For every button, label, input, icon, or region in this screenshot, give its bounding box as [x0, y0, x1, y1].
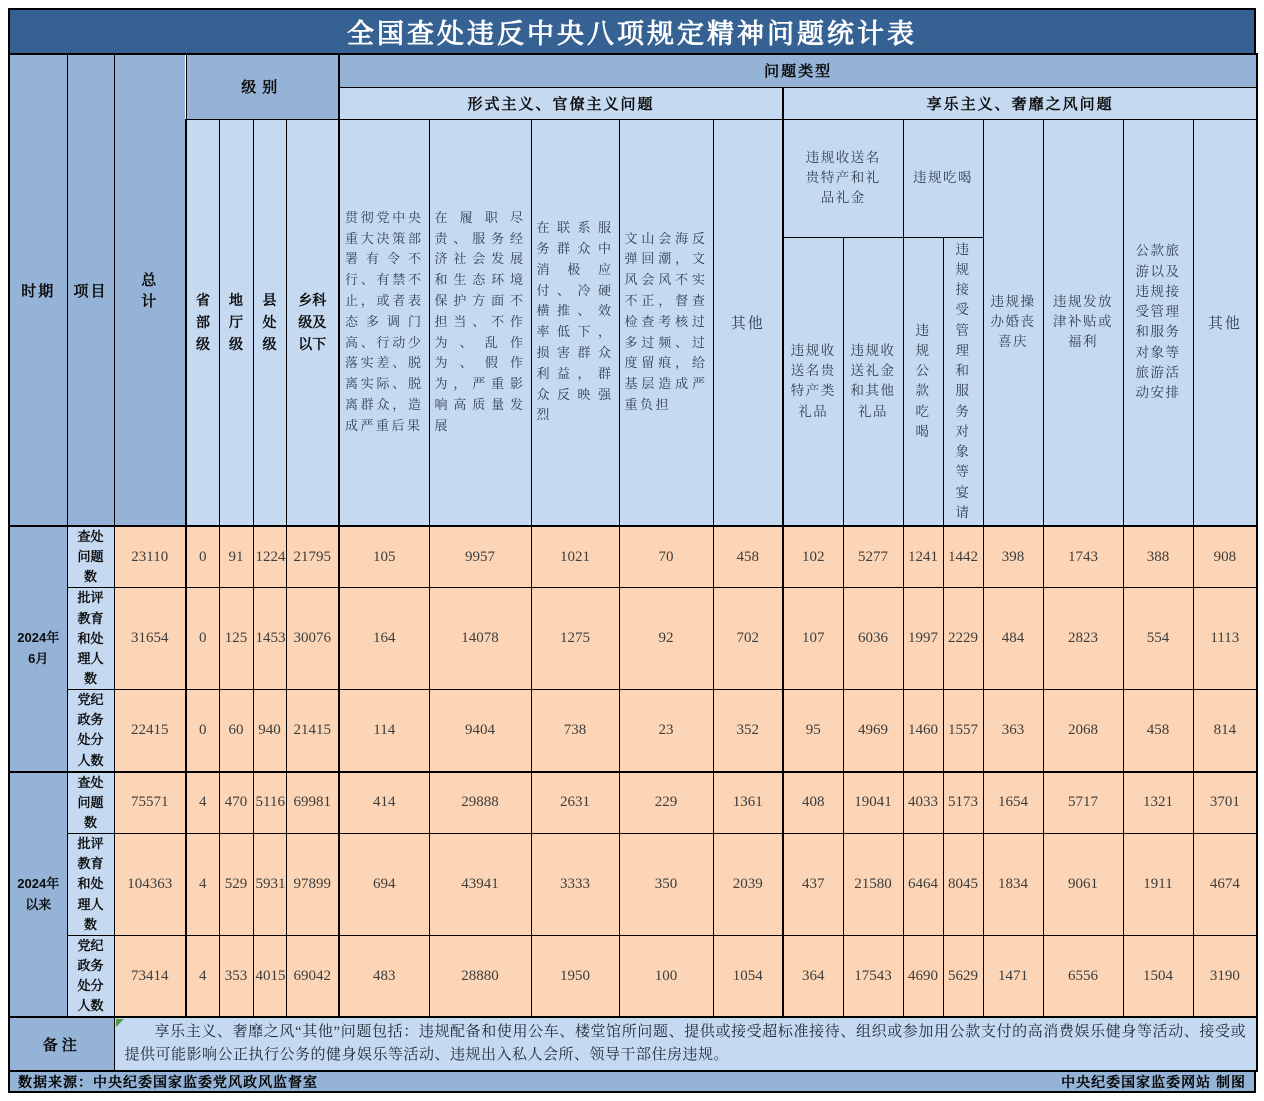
data-cell: 1442	[943, 526, 983, 588]
data-cell: 352	[713, 690, 783, 772]
data-cell: 1557	[943, 690, 983, 772]
row-label: 查处问题数	[67, 772, 114, 834]
data-cell: 908	[1193, 526, 1257, 588]
col-header-banquet: 违规接受管理和服务对象等宴请	[943, 237, 983, 526]
data-cell: 0	[186, 588, 219, 690]
page-title: 全国查处违反中央八项规定精神问题统计表	[347, 19, 917, 49]
data-cell: 1950	[531, 935, 619, 1017]
col-header-level-province: 省部级	[186, 119, 219, 526]
data-cell: 2068	[1043, 690, 1123, 772]
data-cell: 9957	[429, 526, 531, 588]
row-label: 批评教育和处理人数	[67, 588, 114, 690]
data-cell: 483	[339, 935, 429, 1017]
col-header-total-label: 总计	[141, 272, 159, 310]
data-cell: 4674	[1193, 834, 1257, 936]
data-cell: 21580	[843, 834, 903, 936]
data-cell: 4033	[903, 772, 943, 834]
data-cell: 458	[1123, 690, 1193, 772]
data-cell: 22415	[114, 690, 186, 772]
data-cell: 6036	[843, 588, 903, 690]
data-cell: 91	[219, 526, 253, 588]
data-cell: 5931	[253, 834, 286, 936]
col-header-level-group: 级别	[186, 54, 339, 119]
table-title-bar	[8, 8, 1256, 55]
data-cell: 29888	[429, 772, 531, 834]
row-label: 查处问题数	[67, 526, 114, 588]
data-cell: 1241	[903, 526, 943, 588]
data-cell: 1997	[903, 588, 943, 690]
data-cell: 6556	[1043, 935, 1123, 1017]
data-cell: 5116	[253, 772, 286, 834]
col-header-formalism-1: 贯彻党中央重大决策部署有令不行、有禁不止，或者表态多调门高、行动少落实差、脱离实际、脱离群众，造成严重后果	[339, 119, 429, 526]
col-header-public-travel: 公款旅游以及违规接受管理和服务对象等旅游活动安排	[1123, 119, 1193, 526]
data-cell: 73414	[114, 935, 186, 1017]
data-cell: 0	[186, 690, 219, 772]
data-cell: 100	[619, 935, 713, 1017]
data-cell: 1361	[713, 772, 783, 834]
data-cell: 23	[619, 690, 713, 772]
col-header-formalism-3: 在联系服务群众中消极应付、冷硬横推、效率低下，损害群众利益，群众反映强烈	[531, 119, 619, 526]
col-header-total	[114, 54, 186, 526]
data-cell: 1471	[983, 935, 1043, 1017]
data-cell: 4	[186, 834, 219, 936]
data-cell: 364	[783, 935, 843, 1017]
data-cell: 388	[1123, 526, 1193, 588]
data-cell: 104363	[114, 834, 186, 936]
data-cell: 164	[339, 588, 429, 690]
col-header-eat-group: 违规吃喝	[903, 119, 983, 237]
data-cell: 470	[219, 772, 253, 834]
data-cell: 9061	[1043, 834, 1123, 936]
col-header-wedding-funeral: 违规操办婚丧喜庆	[983, 119, 1043, 526]
data-cell: 28880	[429, 935, 531, 1017]
data-cell: 2823	[1043, 588, 1123, 690]
data-cell: 9404	[429, 690, 531, 772]
data-cell: 738	[531, 690, 619, 772]
data-cell: 92	[619, 588, 713, 690]
data-cell: 69042	[286, 935, 339, 1017]
col-header-gift-group: 违规收送名贵特产和礼品礼金	[783, 119, 903, 237]
data-cell: 1113	[1193, 588, 1257, 690]
data-cell: 2631	[531, 772, 619, 834]
col-header-level-township: 乡科级及以下	[286, 119, 339, 526]
data-cell: 1224	[253, 526, 286, 588]
data-cell: 398	[983, 526, 1043, 588]
data-cell: 529	[219, 834, 253, 936]
remark-text: 享乐主义、奢靡之风“其他”问题包括：违规配备和使用公车、楼堂馆所问题、提供或接受超标准接待、组织或参加用公款支付的高消费娱乐健身等活动、接受或提供可能影响公正执行公务的健身娱乐等活动、违规出入私人会所、领导干部住房违规。	[124, 1024, 1247, 1064]
chart-credit-text: 中央纪委国家监委网站 制图	[1061, 1073, 1246, 1090]
data-cell: 353	[219, 935, 253, 1017]
data-cell: 21795	[286, 526, 339, 588]
data-cell: 1654	[983, 772, 1043, 834]
data-cell: 5629	[943, 935, 983, 1017]
data-cell: 1453	[253, 588, 286, 690]
data-cell: 1911	[1123, 834, 1193, 936]
data-cell: 554	[1123, 588, 1193, 690]
data-cell: 4969	[843, 690, 903, 772]
period-label: 2024年6月	[9, 526, 67, 772]
data-cell: 125	[219, 588, 253, 690]
data-cell: 1743	[1043, 526, 1123, 588]
row-label: 党纪政务处分人数	[67, 690, 114, 772]
data-cell: 19041	[843, 772, 903, 834]
data-cell: 363	[983, 690, 1043, 772]
data-cell: 484	[983, 588, 1043, 690]
data-cell: 97899	[286, 834, 339, 936]
data-cell: 1321	[1123, 772, 1193, 834]
col-header-item: 项目	[67, 54, 114, 526]
col-header-public-funds-dining: 违规公款吃喝	[903, 237, 943, 526]
data-cell: 702	[713, 588, 783, 690]
data-cell: 694	[339, 834, 429, 936]
data-cell: 5717	[1043, 772, 1123, 834]
data-cell: 350	[619, 834, 713, 936]
data-cell: 3701	[1193, 772, 1257, 834]
data-source-text: 数据来源：中央纪委国家监委党风政风监督室	[18, 1073, 318, 1090]
data-cell: 21415	[286, 690, 339, 772]
data-cell: 43941	[429, 834, 531, 936]
col-header-gift-specialty: 违规收送名贵特产类礼品	[783, 237, 843, 526]
remark-cell	[114, 1017, 1257, 1071]
data-cell: 70	[619, 526, 713, 588]
data-cell: 3190	[1193, 935, 1257, 1017]
data-cell: 102	[783, 526, 843, 588]
data-cell: 105	[339, 526, 429, 588]
col-header-formalism-2: 在履职尽责、服务经济社会发展和生态环境保护方面不担当、不作为、乱作为、假作为，严重影响高质量发展	[429, 119, 531, 526]
data-cell: 31654	[114, 588, 186, 690]
data-cell: 0	[186, 526, 219, 588]
data-cell: 8045	[943, 834, 983, 936]
data-cell: 4690	[903, 935, 943, 1017]
col-header-level-prefecture: 地厅级	[219, 119, 253, 526]
col-header-subsidy: 违规发放津补贴或福利	[1043, 119, 1123, 526]
col-header-level-county: 县处级	[253, 119, 286, 526]
data-cell: 3333	[531, 834, 619, 936]
data-cell: 940	[253, 690, 286, 772]
data-cell: 14078	[429, 588, 531, 690]
data-cell: 2229	[943, 588, 983, 690]
data-cell: 69981	[286, 772, 339, 834]
data-cell: 107	[783, 588, 843, 690]
footer-bar	[8, 1070, 1256, 1093]
data-cell: 1504	[1123, 935, 1193, 1017]
data-cell: 458	[713, 526, 783, 588]
remark-label: 备注	[9, 1017, 114, 1071]
col-header-period: 时期	[9, 54, 67, 526]
col-header-formalism-other: 其他	[713, 119, 783, 526]
data-cell: 4	[186, 935, 219, 1017]
data-cell: 437	[783, 834, 843, 936]
data-cell: 6464	[903, 834, 943, 936]
data-cell: 814	[1193, 690, 1257, 772]
data-cell: 23110	[114, 526, 186, 588]
data-cell: 4	[186, 772, 219, 834]
data-cell: 1460	[903, 690, 943, 772]
col-header-formalism-4: 文山会海反弹回潮，文风会风不实不正，督查检查考核过多过频、过度留痕，给基层造成严重负担	[619, 119, 713, 526]
data-cell: 2039	[713, 834, 783, 936]
data-cell: 1834	[983, 834, 1043, 936]
period-label: 2024年以来	[9, 772, 67, 1018]
data-cell: 5277	[843, 526, 903, 588]
data-cell: 17543	[843, 935, 903, 1017]
row-label: 党纪政务处分人数	[67, 935, 114, 1017]
data-cell: 5173	[943, 772, 983, 834]
col-header-problem-type: 问题类型	[339, 54, 1257, 87]
data-cell: 95	[783, 690, 843, 772]
col-header-hedonism-other: 其他	[1193, 119, 1257, 526]
col-header-gift-money: 违规收送礼金和其他礼品	[843, 237, 903, 526]
data-cell: 408	[783, 772, 843, 834]
row-label: 批评教育和处理人数	[67, 834, 114, 936]
data-cell: 414	[339, 772, 429, 834]
data-cell: 4015	[253, 935, 286, 1017]
data-cell: 75571	[114, 772, 186, 834]
data-cell: 1021	[531, 526, 619, 588]
data-cell: 229	[619, 772, 713, 834]
data-cell: 1275	[531, 588, 619, 690]
data-cell: 30076	[286, 588, 339, 690]
statistics-table	[8, 53, 1258, 1072]
cell-corner-marker	[116, 1019, 124, 1027]
col-header-formalism-group: 形式主义、官僚主义问题	[339, 87, 783, 119]
data-cell: 114	[339, 690, 429, 772]
col-header-hedonism-group: 享乐主义、奢靡之风问题	[783, 87, 1257, 119]
data-cell: 1054	[713, 935, 783, 1017]
data-cell: 60	[219, 690, 253, 772]
